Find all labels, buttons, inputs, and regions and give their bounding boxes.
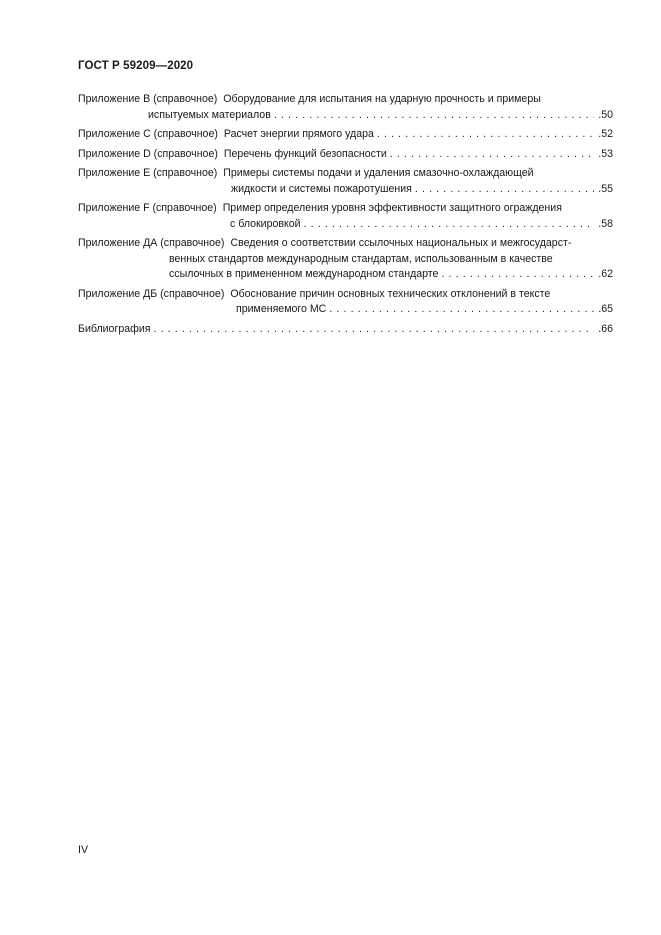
leader-dots [153,322,594,338]
toc-page-number: .53 [598,147,613,160]
toc-page-number: .52 [598,128,613,140]
toc-entry-appendix-db[interactable] [78,287,613,318]
toc-entry-label: Приложение ДА (справочное) [78,237,225,249]
toc-entry-appendix-b[interactable] [78,92,613,123]
toc-entry-label: Приложение F (справочное) [78,202,217,214]
toc-entry-appendix-d[interactable] [78,147,613,163]
toc-entry-label: Библиография [78,322,151,335]
toc-entry-appendix-c[interactable] [78,127,613,143]
toc-entry-title: Оборудование для испытания на ударную прочность и примеры [223,93,541,105]
toc-entry-title: Расчет энергии прямого удара [223,128,374,140]
leader-dots [390,147,594,163]
toc-entry-appendix-da[interactable] [78,236,613,283]
toc-entry-title-cont: жидкости и системы пожаротушения [231,182,412,195]
toc-entry-bibliography[interactable] [78,322,613,338]
page-number-footer: IV [78,844,89,856]
leader-dots [377,127,594,143]
toc-entry-label: Приложение ДБ (справочное) [78,287,225,300]
toc-entry-title-cont: венных стандартов международным стандартам, использованным в качестве [169,252,553,265]
toc-entry-appendix-e[interactable] [78,166,613,197]
leader-dots [441,267,594,283]
leader-dots [274,108,594,124]
table-of-contents [78,92,613,341]
toc-page-number: .62 [598,268,613,280]
toc-entry-label: Приложение С (справочное) [78,128,218,140]
toc-entry-appendix-f[interactable] [78,201,613,232]
toc-page-number: .65 [598,303,613,315]
toc-page-number: .55 [598,182,613,195]
toc-entry-label: Приложение Е (справочное) [78,167,218,179]
toc-page-number: .50 [598,108,613,121]
toc-entry-title-cont: ссылочных в примененном международном стандарте [169,268,439,280]
toc-entry-title: Перечень функций безопасности [223,147,387,160]
leader-dots [304,217,594,233]
toc-entry-title: Сведения о соответствии ссылочных национальных и межгосударст- [230,237,572,249]
document-header: ГОСТ Р 59209—2020 [78,60,194,72]
toc-entry-title: Обоснование причин основных технических отклонений в тексте [230,287,551,300]
toc-entry-title-cont: применяемого МС [236,303,327,315]
toc-entry-title-cont: с блокировкой [230,217,301,230]
leader-dots [329,302,594,318]
toc-entry-label: Приложение D (справочное) [78,147,218,160]
toc-entry-title: Пример определения уровня эффективности защитного ограждения [222,202,562,214]
toc-page-number: .58 [598,217,613,230]
toc-page-number: .66 [598,322,613,335]
toc-entry-label: Приложение В (справочное) [78,93,218,105]
toc-entry-title-cont: испытуемых материалов [148,108,271,121]
leader-dots [415,182,594,198]
toc-entry-title: Примеры системы подачи и удаления смазочно-охлаждающей [223,167,534,179]
